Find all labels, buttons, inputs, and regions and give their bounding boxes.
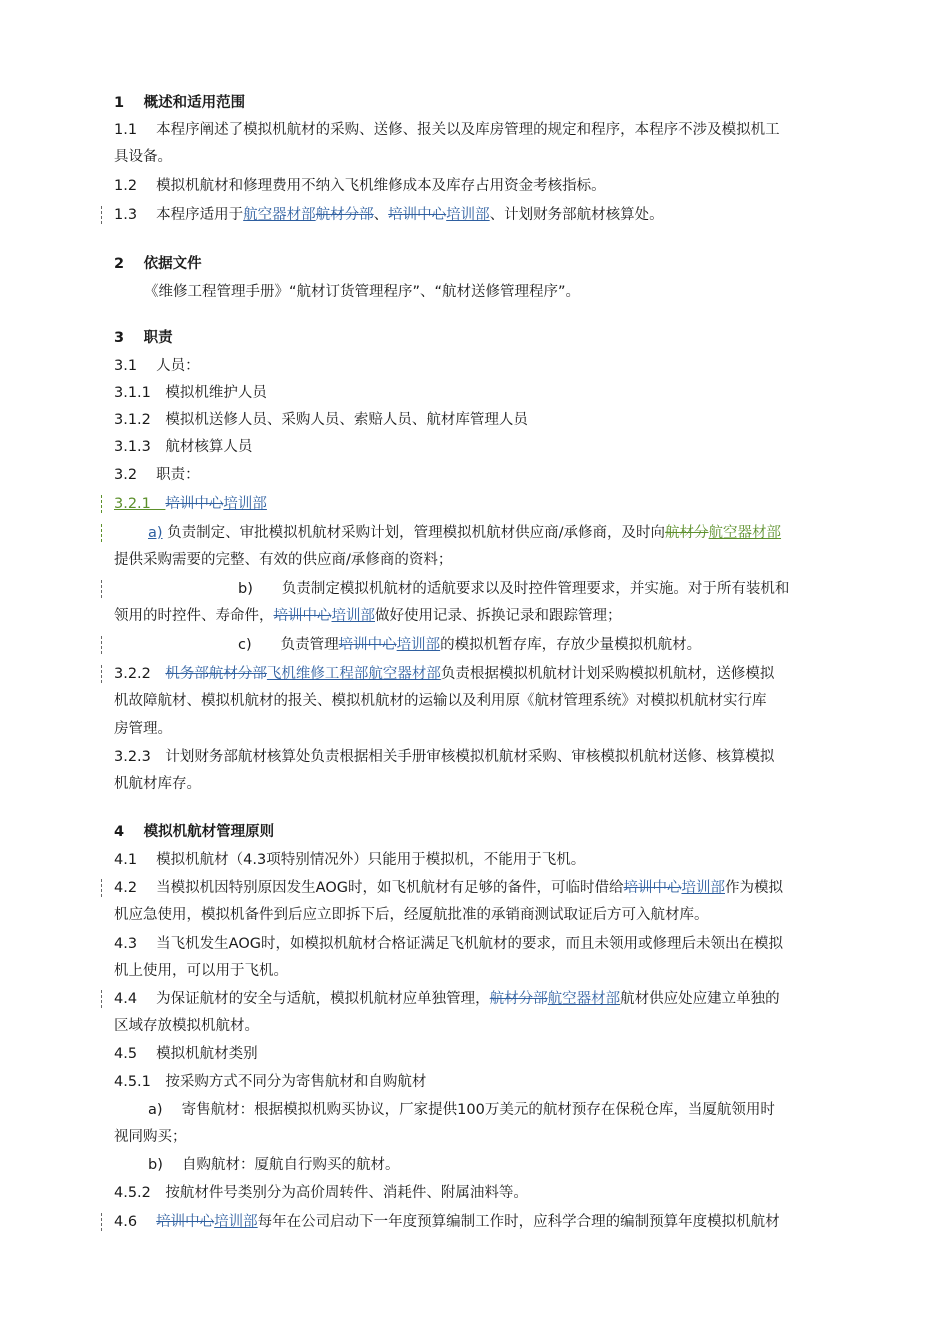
text-line	[114, 547, 452, 573]
text-run: 1 概述和适用范围	[114, 95, 246, 111]
text-run: 4.6	[114, 1214, 157, 1230]
text-run: 负责制定、审批模拟机航材采购计划，管理模拟机航材供应商/承修商，及时向	[162, 525, 666, 541]
text-run: 3.1.2 模拟机送修人员、采购人员、索赔人员、航材库管理人员	[114, 412, 528, 428]
text-line	[114, 1013, 259, 1039]
deleted-text: 航材分部	[315, 207, 374, 223]
text-line	[238, 576, 789, 602]
text-line	[114, 353, 200, 379]
text-line	[114, 716, 172, 742]
text-run: 4.5 模拟机航材类别	[114, 1046, 258, 1062]
text-run: 做好使用记录、拆换记录和跟踪管理；	[375, 608, 622, 624]
deleted-text: 培训中心	[388, 207, 447, 223]
text-line	[114, 771, 201, 797]
text-run: 1.2 模拟机航材和修理费用不纳入飞机维修成本及库存占用资金考核指标。	[114, 178, 606, 194]
text-line	[114, 1069, 426, 1095]
change-bar	[101, 879, 102, 897]
deleted-text: 培训中心	[623, 880, 682, 896]
section-heading	[114, 819, 274, 845]
text-run: 、	[373, 207, 389, 223]
text-line	[114, 407, 528, 433]
text-run: 2 依据文件	[114, 256, 202, 272]
text-run: 领用的时控件、寿命件，	[114, 608, 274, 624]
section-heading	[114, 90, 245, 116]
deleted-text: 航材分部	[489, 991, 548, 1007]
text-run: 每年在公司启动下一年度预算编制工作时，应科学合理的编制预算年度模拟机航材	[257, 1214, 780, 1230]
text-line	[114, 1124, 187, 1150]
text-run: 4.3 当飞机发生AOG时，如模拟机航材合格证满足飞机航材的要求，而且未领用或修理后未领出在模拟	[114, 936, 783, 952]
text-line	[114, 1180, 528, 1206]
text-run: 房管理。	[114, 721, 172, 737]
inserted-text: 培训部	[446, 207, 490, 223]
inserted-text: 培训部	[223, 496, 267, 512]
change-bar	[101, 636, 102, 654]
text-run: 的模拟机暂存库，存放少量模拟机航材。	[440, 637, 702, 653]
text-line	[114, 603, 622, 629]
text-run: 4.4 为保证航材的安全与适航，模拟机航材应单独管理，	[114, 991, 490, 1007]
inserted-text: 航空器材部	[708, 525, 782, 541]
change-bar	[101, 524, 102, 542]
text-line	[144, 279, 580, 305]
text-line	[114, 462, 200, 488]
inserted-text: 培训部	[396, 637, 441, 653]
text-run: 机上使用，可以用于飞机。	[114, 963, 288, 979]
change-bar	[101, 580, 102, 598]
text-run: 3.2.2	[114, 666, 166, 682]
text-run: 3.2.3 计划财务部航材核算处负责根据相关手册审核模拟机航材采购、审核模拟机航材送修、核算模拟	[114, 749, 775, 765]
text-line	[114, 847, 585, 873]
change-bar	[101, 206, 102, 224]
text-line	[114, 173, 606, 199]
inserted-text: 飞机维修工程部航空器材部	[266, 666, 441, 682]
text-run: 机航材库存。	[114, 776, 201, 792]
text-run: 3.1.1 模拟机维护人员	[114, 385, 267, 401]
text-run: 作为模拟	[724, 880, 783, 896]
text-run: 3 职责	[114, 330, 173, 346]
text-run: 视同购买；	[114, 1129, 187, 1145]
text-run: 、计划财务部航材核算处。	[489, 207, 664, 223]
text-line	[114, 931, 783, 957]
inserted-text: 培训部	[681, 880, 725, 896]
text-line	[148, 1152, 399, 1178]
deleted-text: 培训中心	[273, 608, 332, 624]
section-heading	[114, 251, 202, 277]
text-line	[114, 202, 664, 228]
inserted-text: 培训部	[331, 608, 375, 624]
change-bar	[101, 495, 102, 513]
text-run: c) 负责管理	[238, 637, 339, 653]
text-line	[148, 520, 781, 546]
text-run: 负责根据模拟机航材计划采购模拟机航材，送修模拟	[440, 666, 775, 682]
text-line	[114, 491, 267, 517]
text-run: 4.5.1 按采购方式不同分为寄售航材和自购航材	[114, 1074, 427, 1090]
text-line	[114, 661, 774, 687]
text-run: a) 寄售航材：根据模拟机购买协议，厂家提供100万美元的航材预存在保税仓库，当厦航领用时	[148, 1102, 775, 1118]
inserted-text: 培训部	[214, 1214, 258, 1230]
text-run: 区域存放模拟机航材。	[114, 1018, 259, 1034]
text-line	[114, 958, 288, 984]
section-heading	[114, 325, 173, 351]
text-run: 4 模拟机航材管理原则	[114, 824, 275, 840]
text-line	[114, 688, 767, 714]
inserted-text: 航空器材部	[547, 991, 621, 1007]
text-line	[114, 875, 783, 901]
deleted-text: 航材分	[665, 525, 709, 541]
text-line	[238, 632, 701, 658]
text-line	[148, 1097, 775, 1123]
deleted-text: 机务部航材分部	[165, 666, 267, 682]
text-run: 航材供应处应建立单独的	[620, 991, 780, 1007]
text-run: 机故障航材、模拟机航材的报关、模拟机航材的运输以及利用原《航材管理系统》对模拟机航材实行库	[114, 693, 767, 709]
deleted-text: 培训中心	[338, 637, 397, 653]
text-run: b) 自购航材：厦航自行购买的航材。	[148, 1157, 400, 1173]
text-run: 具设备。	[114, 149, 172, 165]
text-run: 1.3 本程序适用于	[114, 207, 244, 223]
deleted-text: 培训中心	[165, 496, 224, 512]
inserted-text: a)	[148, 525, 163, 541]
text-run: 4.5.2 按航材件号类别分为高价周转件、消耗件、附属油料等。	[114, 1185, 528, 1201]
text-run: 4.1 模拟机航材（4.3项特别情况外）只能用于模拟机，不能用于飞机。	[114, 852, 586, 868]
text-line	[114, 117, 780, 143]
text-run: 3.1.3 航材核算人员	[114, 439, 253, 455]
change-bar	[101, 665, 102, 683]
change-bar	[101, 990, 102, 1008]
text-line	[114, 1209, 780, 1235]
text-run: 3.1 人员：	[114, 358, 200, 374]
text-run: 4.2 当模拟机因特别原因发生AOG时，如飞机航材有足够的备件，可临时借给	[114, 880, 624, 896]
inserted-text: 航空器材部	[243, 207, 316, 223]
text-line	[114, 434, 252, 460]
text-run: 1.1 本程序阐述了模拟机航材的采购、送修、报关以及库房管理的规定和程序，本程序不涉及模拟机工	[114, 122, 780, 138]
text-run: 《维修工程管理手册》“航材订货管理程序”、“航材送修管理程序”。	[144, 284, 581, 300]
text-run: 3.2 职责：	[114, 467, 200, 483]
text-line	[114, 144, 172, 170]
change-bar	[101, 1213, 102, 1231]
inserted-text: 3.2.1	[114, 496, 166, 512]
text-run: 提供采购需要的完整、有效的供应商/承修商的资料；	[114, 552, 453, 568]
text-run: b) 负责制定模拟机航材的适航要求以及时控件管理要求，并实施。对于所有装机和	[238, 581, 790, 597]
text-line	[114, 986, 780, 1012]
text-line	[114, 744, 774, 770]
text-line	[114, 1041, 258, 1067]
deleted-text: 培训中心	[156, 1214, 215, 1230]
text-run: 机应急使用，模拟机备件到后应立即拆下后，经厦航批准的承销商测试取证后方可入航材库。	[114, 907, 709, 923]
text-line	[114, 902, 709, 928]
text-line	[114, 380, 267, 406]
